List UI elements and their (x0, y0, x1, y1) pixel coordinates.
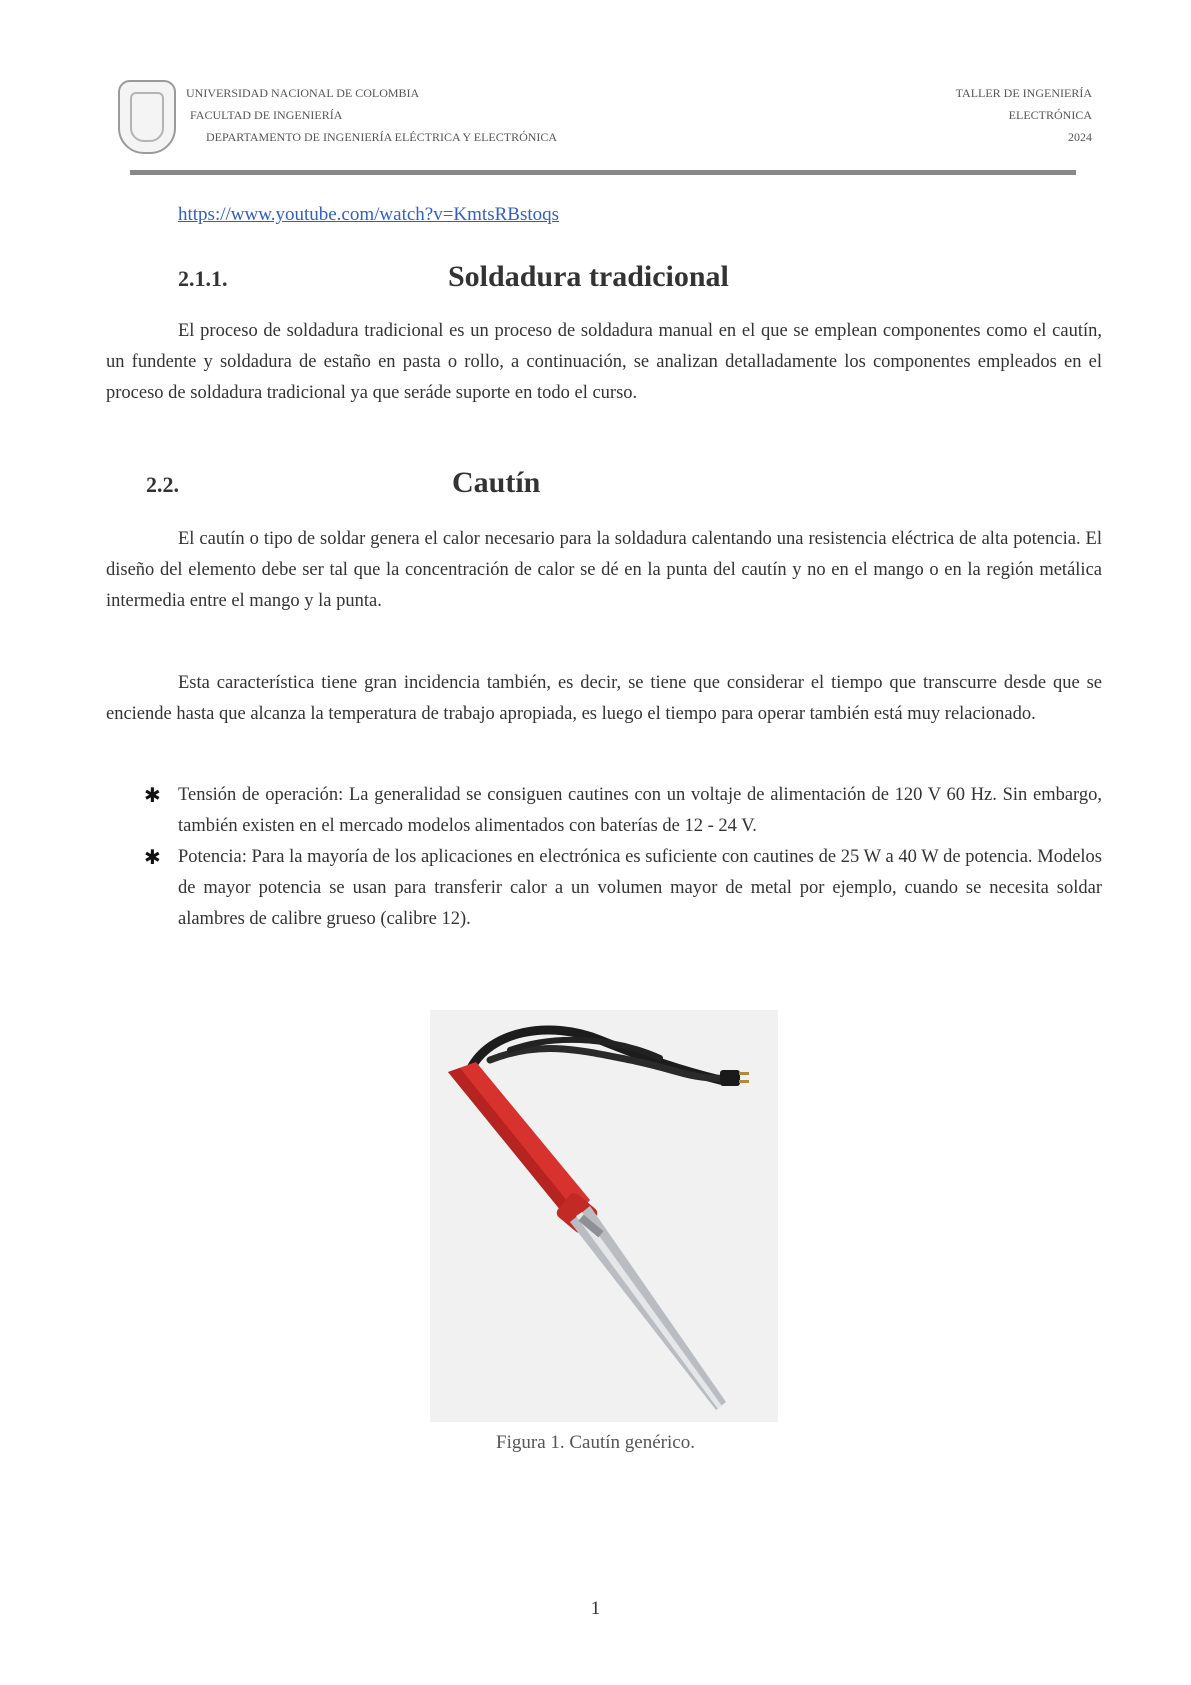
bullet-icon: ✱ (144, 785, 161, 807)
section-heading-cautin (146, 466, 1046, 508)
page-header (112, 78, 1092, 168)
header-university: UNIVERSIDAD NACIONAL DE COLOMBIA (186, 86, 420, 100)
university-seal-logo (118, 80, 176, 154)
header-year: 2024 (1068, 130, 1092, 144)
soldering-iron-figure (430, 1010, 778, 1422)
header-department: DEPARTAMENTO DE INGENIERÍA ELÉCTRICA Y ELECTRÓNICA (206, 130, 558, 144)
bullet-icon: ✱ (144, 847, 161, 869)
paragraph-cautin-characteristics: Esta característica tiene gran incidencia también, es decir, se tiene que considerar el tiempo que transcurre desde que se enciende hasta que alcanza la temperatura de trabajo apropiada, es luego el tiempo para operar también está muy relacionado. (106, 673, 1102, 724)
figure-caption: Figura 1. Cautín genérico. (496, 1432, 695, 1453)
list-item (140, 842, 1102, 935)
list-item-text: Potencia: Para la mayoría de los aplicaciones en electrónica es suficiente con cautines de 25 W a 40 W de potencia. Modelos de mayor potencia se usan para transferir calor a un volumen mayor de metal por ejemplo, cuando se necesita soldar alambres de calibre grueso (calibre 12). (178, 847, 1102, 929)
section-number: 2.1.1. (178, 266, 228, 291)
list-item (140, 780, 1102, 842)
video-link[interactable]: https://www.youtube.com/watch?v=KmtsRBstoqs (178, 204, 560, 225)
header-faculty: FACULTAD DE INGENIERÍA (190, 108, 343, 122)
page-number: 1 (590, 1598, 601, 1619)
list-item-text: Tensión de operación: La generalidad se consiguen cautines con un voltaje de alimentación de 120 V 60 Hz. Sin embargo, también existen en el mercado modelos alimentados con baterías de 12 - 24 V. (178, 785, 1102, 836)
header-course-info (956, 82, 1092, 148)
section-number: 2.2. (146, 472, 179, 497)
section-heading-soldadura (178, 260, 1078, 302)
section-title: Cautín (452, 466, 541, 499)
header-institution (186, 82, 557, 148)
soldering-iron-image (430, 1010, 778, 1422)
header-course-area: ELECTRÓNICA (1008, 108, 1092, 122)
paragraph-cautin-description: El cautín o tipo de soldar genera el calor necesario para la soldadura calentando una resistencia eléctrica de alta potencia. El diseño del elemento debe ser tal que la concentración de calor se dé en la punta del cautín y no en el mango o en la región metálica intermedia entre el mango y la punta. (106, 529, 1102, 611)
section-title: Soldadura tradicional (448, 260, 729, 293)
paragraph-soldadura-intro: El proceso de soldadura tradicional es un proceso de soldadura manual en el que se emplean componentes como el cautín, un fundente y soldadura de estaño en pasta o rollo, a continuación, se analizan detalladamente los componentes empleados en el proceso de soldadura tradicional ya que seráde suporte en todo el curso. (106, 321, 1102, 403)
header-course: TALLER DE INGENIERÍA (955, 86, 1092, 100)
header-divider (130, 170, 1076, 175)
cautin-specs-list (140, 780, 1102, 935)
